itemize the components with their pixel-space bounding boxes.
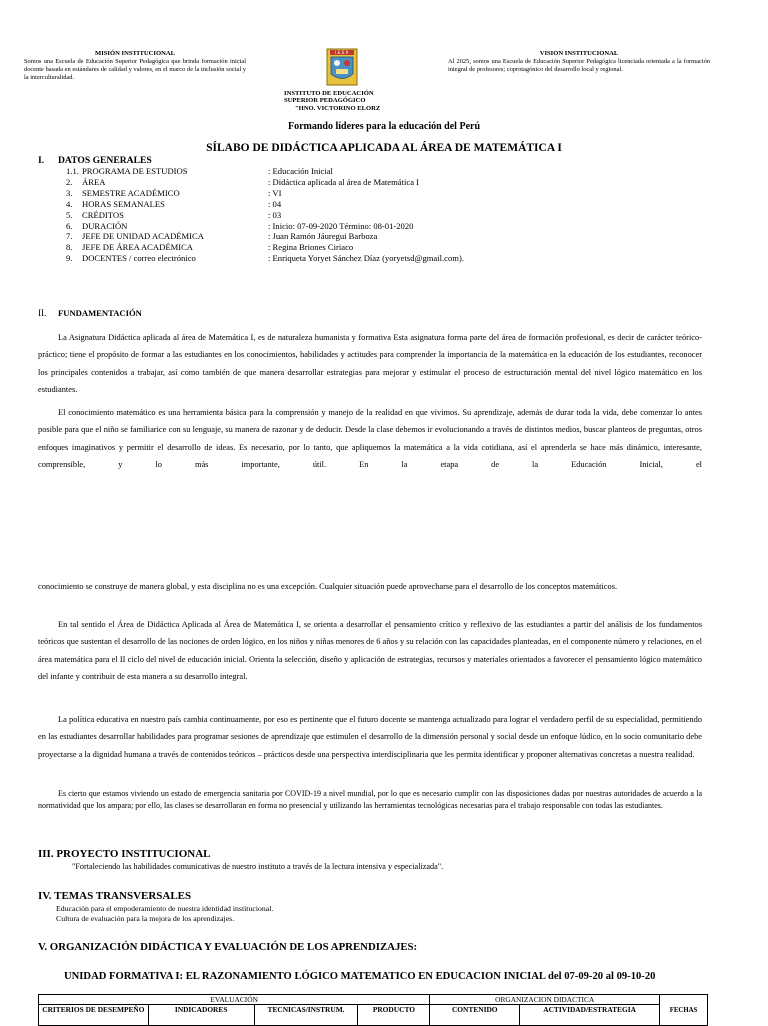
fundamentacion-paragraph-2-continued: conocimiento se construye de manera global, y esta disciplina no es una excepción. Cualquier situación puede aprovecharse para el desarrollo de los conceptos matemáticos. — [38, 582, 618, 591]
section-proyecto-heading: III. PROYECTO INSTITUCIONAL — [38, 848, 211, 860]
section-fundamentacion-heading: FUNDAMENTACIÓN — [58, 308, 142, 318]
table-header-fechas: FECHAS — [660, 995, 708, 1026]
section-general-numeral: I. — [38, 155, 45, 166]
evaluation-table — [38, 994, 708, 1026]
general-data-label: ÁREA — [82, 176, 106, 187]
mission-title: MISIÓN INSTITUCIONAL — [94, 50, 176, 57]
logo-text: I.E.S.P. — [335, 50, 349, 56]
general-data-label: DURACIÓN — [82, 220, 128, 231]
document-title: SÍLABO DE DIDÁCTICA APLICADA AL ÁREA DE MATEMÁTICA I — [206, 142, 562, 154]
general-data-number: 5. — [66, 209, 73, 220]
table-header-tecnicas: TECNICAS/INSTRUM. — [254, 1005, 358, 1026]
institute-line-2: SUPERIOR PEDAGÓGICO — [284, 97, 366, 105]
general-data-label: PROGRAMA DE ESTUDIOS — [82, 166, 188, 176]
institute-crest-icon — [326, 48, 358, 86]
fundamentacion-paragraph-1: La Asignatura Didáctica aplicada al área de Matemática I, es de naturaleza humanista y formativa Esta asignatura forma parte del área de formación profesional, es decir de carácter teórico-práctico; tiene el propósito de formar a las estudiantes en los conocimientos, habilidades y actitudes para comprender la importancia de la matemática en la educación de los estudiantes, reconocer los principales contenidos a trabajar, así como también de que manera desarrollar estrategias para mejorar y estimular el proceso de estructuración mental del nivel lógico matemático en los estudiantes. — [38, 333, 702, 394]
vision-block — [448, 50, 710, 82]
table-header-producto: PRODUCTO — [358, 1005, 430, 1026]
general-data-value: : Inicio: 07-09-2020 Término: 08-01-2020 — [268, 220, 414, 231]
mission-text: Somos una Escuela de Educación Superior Pedagógica que brinda formación inicial docente basada en estándares de calidad y valores, en el marco de la inclusión social y la interculturalidad. — [24, 58, 246, 81]
general-data-number: 6. — [66, 220, 73, 231]
general-data-value: : Educación Inicial — [268, 166, 333, 176]
proyecto-text: "Fortaleciendo las habilidades comunicativas de nuestro instituto a través de la lectura intensiva y especializada". — [72, 862, 444, 871]
general-data-number: 4. — [66, 198, 73, 209]
vision-text: Al 2025, somos una Escuela de Educación Superior Pedagógica licenciada orientada a la formación integral de profesores; coprotagónico del desarrollo local y regional. — [448, 58, 710, 73]
general-data-label: JEFE DE ÁREA ACADÉMICA — [82, 242, 194, 253]
institute-line-1: INSTITUTO DE EDUCACIÓN — [284, 90, 374, 97]
fundamentacion-paragraph-4: La política educativa en nuestro país cambia continuamente, por eso es pertinente que el futuro docente se mantenga actualizado para lograr el verdadero perfil de su especialidad, permitiendo en las estudiantes desarrollar habilidades para programar sesiones de aprendizaje que estimulen el desarrollo de la dimensión personal y social desde un enfoque lúdico, en lo socio comunitario debe proyectarse a la dignidad humana a través de contenidos teóricos – prácticos desde una perspectiva interdisciplinaria que les permita identificar y proponer alternativas concretas a nuestra realidad. — [38, 715, 702, 759]
unidad-formativa-title: UNIDAD FORMATIVA I: EL RAZONAMIENTO LÓGICO MATEMATICO EN EDUCACION INICIAL del 07-09-20 al 09-10-20 — [64, 971, 656, 982]
section-organizacion-heading: V. ORGANIZACIÓN DIDÁCTICA Y EVALUACIÓN DE LOS APRENDIZAJES: — [38, 941, 418, 953]
section-general-heading: DATOS GENERALES — [58, 155, 152, 166]
general-data-label: DOCENTES / correo electrónico — [82, 253, 196, 264]
general-data-number: 9. — [66, 253, 73, 264]
general-data-value: : 04 — [268, 198, 282, 209]
section-fundamentacion-numeral: II. — [38, 308, 47, 318]
general-data-number: 2. — [66, 176, 73, 187]
general-data-number: 8. — [66, 242, 73, 253]
temas-item: Educación para el empoderamiento de nuestra identidad institucional. — [56, 904, 274, 913]
general-data-label: SEMESTRE ACADÉMICO — [82, 187, 180, 198]
general-data-number: 3. — [66, 187, 73, 198]
fundamentacion-paragraph-2: El conocimiento matemático es una herramienta básica para la comprensión y manejo de la realidad en que vivimos. Su aprendizaje, además de durar toda la vida, debe comenzar lo antes posible para que el niño se familiarice con su lenguaje, su manera de razonar y de deducir. Desde la clase debemos ir evolucionando a través de distintos medios, buscar planteos de preguntas, otros enfoques imaginativos y permitir el desarrollo de ideas. Es necesario, por lo tanto, que apliquemos la matemática a la vida cotidiana, así el aprenderla se hace más dinámico, interesante, comprensible, y lo más importante, útil. En la etapa de la Educación Inicial, el — [38, 408, 702, 469]
general-data-label: CRÉDITOS — [82, 209, 124, 220]
general-data-number: 7. — [66, 231, 73, 242]
mission-block — [24, 50, 246, 82]
fundamentacion-paragraph-5: Es cierto que estamos viviendo un estado de emergencia sanitaria por COVID-19 a nivel mundial, por lo que es necesario cumplir con las disposiciones dadas por nuestras autoridades de acuerdo a la normatividad que los ampara; por ello, las clases se desarrollaran en forma no presencial y utilizando las herramientas tecnológicas necesarias para el trabajo responsable con todas las estudiantes. — [38, 789, 702, 810]
table-group-evaluacion: EVALUACIÓN — [39, 995, 430, 1005]
general-data-value: : Juan Ramón Jáuregui Barboza — [268, 231, 378, 242]
general-data-value: : 03 — [268, 209, 282, 220]
fundamentacion-paragraph-3: En tal sentido el Área de Didáctica Aplicada al Área de Matemática I, se orienta a desarrollar el pensamiento crítico y reflexivo de las estudiantes a partir del análisis de los fundamentos teóricos que sustentan el desarrollo de las nociones de orden lógico, en los niños y niñas menores de 6 años y su relación con las capacidades planteadas, en el componente número y relaciones, en el área matemática para el II ciclo del nivel de educación inicial. Orienta la selección, diseño y aplicación de estrategias, recursos y materiales orientados a favorecer el pensamiento lógico matemático del infante y contribuir de esta manera a su desarrollo integral. — [38, 620, 702, 681]
table-header-indicadores: INDICADORES — [148, 1005, 254, 1026]
general-data-value: : Enriqueta Yoryet Sánchez Díaz (yoryetsd@gmail.com). — [268, 253, 464, 264]
general-data-value: : VI — [268, 187, 282, 198]
table-header-actividad: ACTIVIDAD/ESTRATEGIA — [520, 1005, 660, 1026]
general-data-number: 1.1. — [66, 166, 79, 176]
table-header-contenido: CONTENIDO — [430, 1005, 520, 1026]
general-data-label: HORAS SEMANALES — [82, 198, 165, 209]
motto: Formando líderes para la educación del Perú — [287, 121, 481, 132]
table-header-criterios: CRITERIOS DE DESEMPEÑO — [39, 1005, 149, 1026]
institute-name — [284, 90, 380, 112]
general-data-label: JEFE DE UNIDAD ACADÉMICA — [82, 231, 204, 242]
vision-title: VISIÓN INSTITUCIONAL — [539, 50, 619, 57]
section-temas-heading: IV. TEMAS TRANSVERSALES — [38, 890, 192, 902]
general-data-value: : Regina Briones Ciriaco — [268, 242, 354, 253]
institute-line-3: "HNO. VICTORINO ELORZ — [295, 104, 381, 112]
temas-item: Cultura de evaluación para la mejora de los aprendizajes. — [56, 914, 235, 923]
temas-list — [56, 904, 273, 924]
general-data-value: : Didáctica aplicada al área de Matemática I — [268, 176, 420, 187]
table-group-organizacion: ORGANIZACION DIDACTICA — [430, 995, 660, 1005]
